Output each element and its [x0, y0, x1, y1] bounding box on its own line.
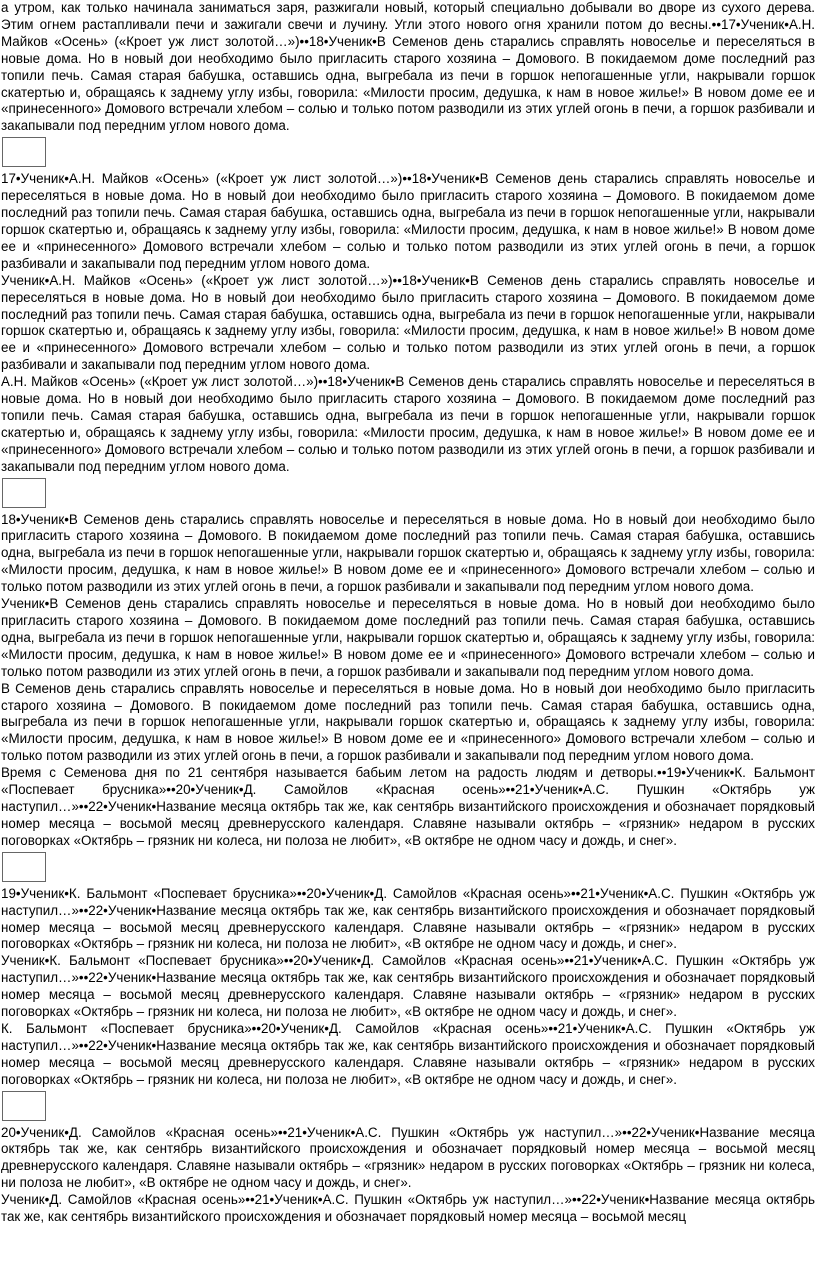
paragraph: В Семенов день старались справлять новоселье и переселяться в новые дома. Но в новый дои необходимо было пригласить старого хозяина – Домового. В покидаемом доме последний раз топили печь. Самая старая бабушка, оставшись одна, выгребала из печи в горшок непогашенные угли, накрывали горшок скатертью и, обращаясь к заднему углу избы, говорила: «Милости просим, дедушка, к нам в новое жилье!» В новом доме ее и «принесенного» Домового встречали хлебом – солью и только потом разводили из этих углей огонь в печи, а горшок разбивали и закапывали под передним углом нового дома. [1, 680, 815, 764]
image-placeholder [2, 137, 46, 167]
paragraph: 19•Ученик•К. Бальмонт «Поспевает брусника»••20•Ученик•Д. Самойлов «Красная осень»••21•Ученик•А.С. Пушкин «Октябрь уж наступил…»••22•Ученик•Название месяца октябрь так же, как сентябрь византийского происхождения и обозначает порядковый номер месяца – восьмой месяц древнерусского календаря. Славяне называли октябрь – «грязник» недаром в русских поговорках «Октябрь – грязник ни колеса, ни полоза не любит», «В октябре не одном часу и дождь, и снег». [1, 885, 815, 952]
paragraph: 18•Ученик•В Семенов день старались справлять новоселье и переселяться в новые дома. Но в новый дои необходимо было пригласить старого хозяина – Домового. В покидаемом доме последний раз топили печь. Самая старая бабушка, оставшись одна, выгребала из печи в горшок непогашенные угли, накрывали горшок скатертью и, обращаясь к заднему углу избы, говорила: «Милости просим, дедушка, к нам в новое жилье!» В новом доме ее и «принесенного» Домового встречали хлебом – солью и только потом разводили из этих углей огонь в печи, а горшок разбивали и закапывали под передним углом нового дома. [1, 511, 815, 595]
paragraph: 20•Ученик•Д. Самойлов «Красная осень»••21•Ученик•А.С. Пушкин «Октябрь уж наступил…»••22•Ученик•Название месяца октябрь так же, как сентябрь византийского происхождения и обозначает порядковый номер месяца – восьмой месяц древнерусского календаря. Славяне называли октябрь – «грязник» недаром в русских поговорках «Октябрь – грязник ни колеса, ни полоза не любит», «В октябре не одном часу и дождь, и снег». [1, 1124, 815, 1191]
paragraph: Ученик•В Семенов день старались справлять новоселье и переселяться в новые дома. Но в новый дои необходимо было пригласить старого хозяина – Домового. В покидаемом доме последний раз топили печь. Самая старая бабушка, оставшись одна, выгребала из печи в горшок непогашенные угли, накрывали горшок скатертью и, обращаясь к заднему углу избы, говорила: «Милости просим, дедушка, к нам в новое жилье!» В новом доме ее и «принесенного» Домового встречали хлебом – солью и только потом разводили из этих углей огонь в печи, а горшок разбивали и закапывали под передним углом нового дома. [1, 596, 815, 679]
paragraph: А.Н. Майков «Осень» («Кроет уж лист золотой…»)••18•Ученик•В Семенов день старались справлять новоселье и переселяться в новые дома. Но в новый дои необходимо было пригласить старого хозяина – Домового. В покидаемом доме последний раз топили печь. Самая старая бабушка, оставшись одна, выгребала из печи в горшок непогашенные угли, накрывали горшок скатертью и, обращаясь к заднему углу избы, говорила: «Милости просим, дедушка, к нам в новое жилье!» В новом доме ее и «принесенного» Домового встречали хлебом – солью и только потом разводили из этих углей огонь в печи, а горшок разбивали и закапывали под передним углом нового дома. [1, 374, 815, 474]
paragraph: 17•Ученик•А.Н. Майков «Осень» («Кроет уж лист золотой…»)••18•Ученик•В Семенов день старались справлять новоселье и переселяться в новые дома. Но в новый дои необходимо было пригласить старого хозяина – Домового. В покидаемом доме последний раз топили печь. Самая старая бабушка, оставшись одна, выгребала из печи в горшок непогашенные угли, накрывали горшок скатертью и, обращаясь к заднему углу избы, говорила: «Милости просим, дедушка, к нам в новое жилье!» В новом доме ее и «принесенного» Домового встречали хлебом – солью и только потом разводили из этих углей огонь в печи, а горшок разбивали и закапывали под передним углом нового дома. [1, 171, 815, 271]
image-placeholder [2, 478, 46, 508]
paragraph: а утром, как только начинала заниматься заря, разжигали новый, который специально добывали во дворе из сухого дерева. Этим огнем растапливали печи и зажигали свечи и лучину. Угли этого нового огня хранили потом до весны.••17•Ученик•А.Н. Майков «Осень» («Кроет уж лист золотой…»)••18•Ученик•В Семенов день старались справлять новоселье и переселяться в новые дома. Но в новый дои необходимо было пригласить старого хозяина – Домового. В покидаемом доме последний раз топили печь. Самая старая бабушка, оставшись одна, выгребала из печи в горшок непогашенные угли, накрывали горшок скатертью и, обращаясь к заднему углу избы, говорила: «Милости просим, дедушка, к нам в новое жилье!» В новом доме ее и «принесенного» Домового встречали хлебом – солью и только потом разводили из этих углей огонь в печи, а горшок разбивали и закапывали под передним углом нового дома. [1, 0, 815, 134]
paragraph: Ученик•А.Н. Майков «Осень» («Кроет уж лист золотой…»)••18•Ученик•В Семенов день старались справлять новоселье и переселяться в новые дома. Но в новый дои необходимо было пригласить старого хозяина – Домового. В покидаемом доме последний раз топили печь. Самая старая бабушка, оставшись одна, выгребала из печи в горшок непогашенные угли, накрывали горшок скатертью и, обращаясь к заднему углу избы, говорила: «Милости просим, дедушка, к нам в новое жилье!» В новом доме ее и «принесенного» Домового встречали хлебом – солью и только потом разводили из этих углей огонь в печи, а горшок разбивали и закапывали под передним углом нового дома. [1, 272, 815, 373]
paragraph: Ученик•Д. Самойлов «Красная осень»••21•Ученик•А.С. Пушкин «Октябрь уж наступил…»••22•Ученик•Название месяца октябрь так же, как сентябрь византийского происхождения и обозначает порядковый номер месяца – восьмой месяц [1, 1192, 815, 1225]
paragraph: Ученик•К. Бальмонт «Поспевает брусника»••20•Ученик•Д. Самойлов «Красная осень»••21•Ученик•А.С. Пушкин «Октябрь уж наступил…»••22•Ученик•Название месяца октябрь так же, как сентябрь византийского происхождения и обозначает порядковый номер месяца – восьмой месяц древнерусского календаря. Славяне называли октябрь – «грязник» недаром в русских поговорках «Октябрь – грязник ни колеса, ни полоза не любит», «В октябре не одном часу и дождь, и снег». [1, 953, 815, 1020]
image-placeholder [2, 852, 46, 882]
paragraph: Время с Семенова дня по 21 сентября называется бабьим летом на радость людям и детворы.••19•Ученик•К. Бальмонт «Поспевает брусника»••20•Ученик•Д. Самойлов «Красная осень»••21•Ученик•А.С. Пушкин «Октябрь уж наступил…»••22•Ученик•Название месяца октябрь так же, как сентябрь византийского происхождения и обозначает порядковый номер месяца – восьмой месяц древнерусского календаря. Славяне называли октябрь – «грязник» недаром в русских поговорках «Октябрь – грязник ни колеса, ни полоза не любит», «В октябре не одном часу и дождь, и снег». [1, 765, 815, 848]
image-placeholder [2, 1091, 46, 1121]
paragraph: К. Бальмонт «Поспевает брусника»••20•Ученик•Д. Самойлов «Красная осень»••21•Ученик•А.С. Пушкин «Октябрь уж наступил…»••22•Ученик•Название месяца октябрь так же, как сентябрь византийского происхождения и обозначает порядковый номер месяца – восьмой месяц древнерусского календаря. Славяне называли октябрь – «грязник» недаром в русских поговорках «Октябрь – грязник ни колеса, ни полоза не любит», «В октябре не одном часу и дождь, и снег». [1, 1020, 815, 1087]
